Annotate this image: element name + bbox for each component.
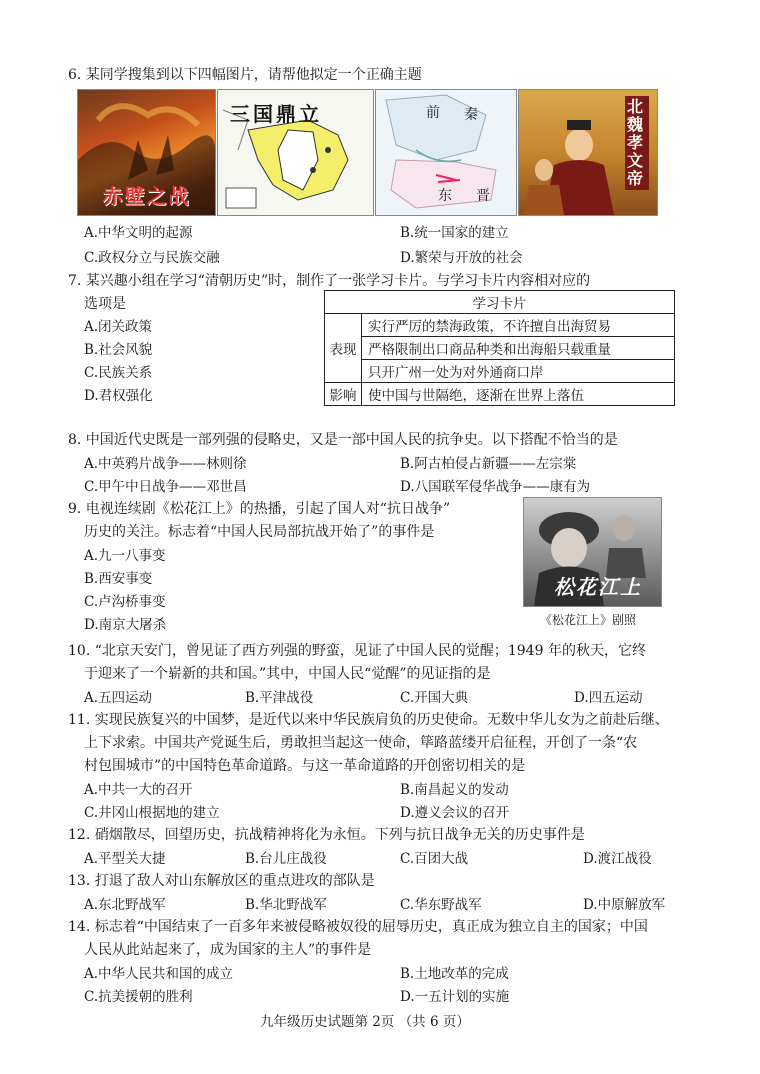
- q9-option-d[interactable]: D.南京大屠杀: [84, 617, 167, 633]
- three-kingdoms-caption: 三国鼎立: [230, 102, 322, 126]
- q11-stem-line2: 上下求索。中国共产党诞生后，勇敢担当起这一使命，筚路蓝缕开启征程，开创了一条“农: [84, 735, 638, 751]
- q13-stem: 13. 打退了敌人对山东解放区的重点进攻的部队是: [68, 873, 375, 889]
- q10-stem-line2: 于迎来了一个崭新的共和国。”其中，中国人民“觉醒”的见证指的是: [84, 666, 491, 682]
- q8-option-b[interactable]: B.阿古柏侵占新疆——左宗棠: [400, 456, 577, 472]
- q9-option-b[interactable]: B.西安事变: [84, 571, 153, 587]
- q12-option-a[interactable]: A.平型关大捷: [84, 851, 166, 867]
- q10-stem-line1: 10. “北京天安门，曾见证了西方列强的野蛮，见证了中国人民的觉醒；1949 年的秋天，它终: [68, 643, 646, 659]
- former-label: 前: [426, 105, 440, 121]
- q13-option-d[interactable]: D.中原解放军: [583, 897, 666, 913]
- q12-option-c[interactable]: C.百团大战: [400, 851, 469, 867]
- q10-option-c[interactable]: C.开国大典: [400, 690, 469, 706]
- q11-option-b[interactable]: B.南昌起义的发动: [400, 782, 509, 798]
- q8-option-d[interactable]: D.八国联军侵华战争——康有为: [400, 479, 591, 495]
- q14-option-d[interactable]: D.一五计划的实施: [400, 989, 510, 1005]
- q14-stem-line1: 14. 标志着“中国结束了一百多年来被侵略被奴役的屈辱历史，真正成为独立自主的国家；中国: [68, 919, 648, 935]
- red-cliffs-battle-image: [77, 89, 216, 216]
- qin-label: 秦: [464, 107, 478, 123]
- q14-option-c[interactable]: C.抗美援朝的胜利: [84, 989, 193, 1005]
- q8-stem: 8. 中国近代史既是一部列强的侵略史，又是一部中国人民的抗争史。以下搭配不恰当的是: [68, 432, 618, 448]
- q11-option-a[interactable]: A.中共一大的召开: [84, 782, 193, 798]
- q6-stem: 6. 某同学搜集到以下四幅图片，请帮他拟定一个正确主题: [68, 67, 422, 83]
- red-cliffs-caption: 赤壁之战: [102, 184, 191, 208]
- q11-option-c[interactable]: C.井冈山根据地的建立: [84, 805, 220, 821]
- q6-option-d[interactable]: D.繁荣与开放的社会: [400, 250, 523, 266]
- study-card-row2: 严格限制出口商品种类和出海船只载重量: [362, 337, 675, 360]
- q11-stem-line1: 11. 实现民族复兴的中国梦，是近代以来中华民族肩负的历史使命。无数中华儿女为之前赴后继、: [68, 712, 669, 728]
- q11-option-d[interactable]: D.遵义会议的召开: [400, 805, 510, 821]
- q14-stem-line2: 人民从此站起来了，成为国家的主人”的事件是: [84, 942, 372, 958]
- study-card-label-effect: 影响: [325, 383, 362, 406]
- study-card-row3: 只开广州一处为对外通商口岸: [362, 360, 675, 383]
- q10-option-a[interactable]: A.五四运动: [84, 690, 153, 706]
- q7-option-c[interactable]: C.民族关系: [84, 365, 153, 381]
- q13-option-c[interactable]: C.华东野战军: [400, 897, 482, 913]
- q13-option-b[interactable]: B.华北野战军: [245, 897, 327, 913]
- emperor-xiaowen-image: [518, 89, 658, 216]
- q6-option-c[interactable]: C.政权分立与民族交融: [84, 250, 220, 266]
- three-kingdoms-map-image: [217, 89, 374, 216]
- q7-option-a[interactable]: A.闭关政策: [84, 319, 153, 335]
- study-card-label-show: 表现: [325, 314, 362, 383]
- east-label: 东: [438, 188, 452, 204]
- q6-option-a[interactable]: A.中华文明的起源: [84, 225, 193, 241]
- q8-option-c[interactable]: C.甲午中日战争——邓世昌: [84, 479, 247, 495]
- q14-option-a[interactable]: A.中华人民共和国的成立: [84, 966, 234, 982]
- emperor-xiaowen-caption: 北魏孝文帝: [625, 96, 649, 190]
- q7-stem-line2: 选项是: [84, 296, 126, 312]
- qin-jin-map-image: [375, 89, 517, 216]
- q7-stem-line1: 7. 某兴趣小组在学习“清朝历史”时，制作了一张学习卡片。与学习卡片内容相对应的: [68, 273, 591, 289]
- study-card-row1: 实行严厉的禁海政策，不许擅自出海贸易: [362, 314, 675, 337]
- songhua-river-title: 松花江上: [554, 575, 642, 599]
- study-card-table: [324, 290, 675, 406]
- study-card-row4: 使中国与世隔绝，逐渐在世界上落伍: [362, 383, 675, 406]
- q13-option-a[interactable]: A.东北野战军: [84, 897, 166, 913]
- jin-label: 晋: [476, 188, 490, 204]
- q7-option-b[interactable]: B.社会风貌: [84, 342, 153, 358]
- q8-option-a[interactable]: A.中英鸦片战争——林则徐: [84, 456, 247, 472]
- q6-option-b[interactable]: B.统一国家的建立: [400, 225, 509, 241]
- q12-option-d[interactable]: D.渡江战役: [583, 851, 652, 867]
- q12-stem: 12. 硝烟散尽，回望历史，抗战精神将化为永恒。下列与抗日战争无关的历史事件是: [68, 827, 585, 843]
- q14-option-b[interactable]: B.土地改革的完成: [400, 966, 509, 982]
- q9-option-a[interactable]: A.九一八事变: [84, 548, 166, 564]
- q10-option-d[interactable]: D.四五运动: [574, 690, 643, 706]
- q7-option-d[interactable]: D.君权强化: [84, 388, 153, 404]
- q9-stem-line1: 9. 电视连续剧《松花江上》的热播，引起了国人对“抗日战争”: [68, 501, 451, 517]
- songhua-river-still-image: [523, 497, 662, 607]
- q9-stem-line2: 历史的关注。标志着“中国人民局部抗战开始了”的事件是: [84, 524, 435, 540]
- songhua-river-caption: 《松花江上》剧照: [540, 613, 637, 627]
- q10-option-b[interactable]: B.平津战役: [245, 690, 314, 706]
- q11-stem-line3: 村包围城市”的中国特色革命道路。与这一革命道路的开创密切相关的是: [84, 758, 526, 774]
- q9-option-c[interactable]: C.卢沟桥事变: [84, 594, 166, 610]
- study-card-title: 学习卡片: [325, 291, 675, 314]
- q12-option-b[interactable]: B.台儿庄战役: [245, 851, 327, 867]
- page-footer: 九年级历史试题第 2页 （共 6 页）: [260, 1014, 470, 1030]
